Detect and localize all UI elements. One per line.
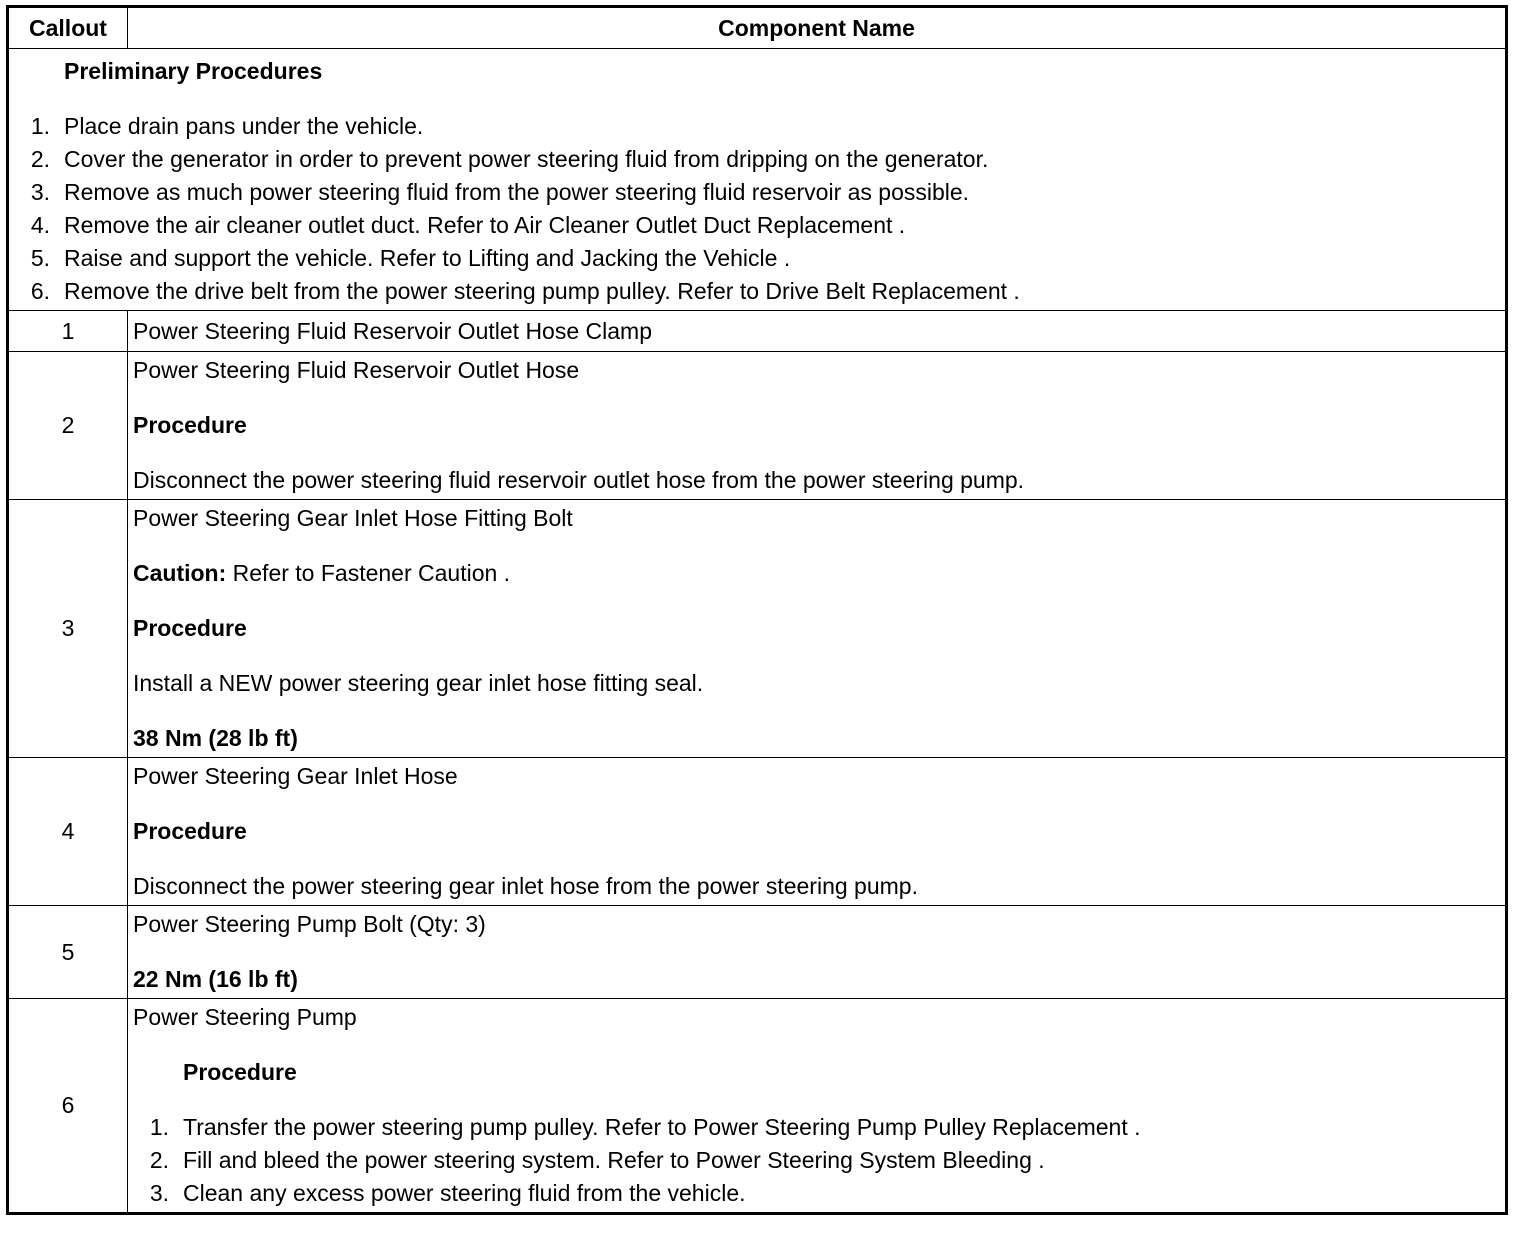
procedure-table [6,5,1508,1215]
callout-number: 4 [8,758,128,906]
component-cell [128,999,1507,1214]
component-name: Power Steering Gear Inlet Hose [133,763,458,789]
table-header-row [8,7,1507,49]
preliminary-procedures [8,49,1507,311]
component-name: Power Steering Fluid Reservoir Outlet Hose Clamp [128,311,1507,352]
list-item: 4. Remove the air cleaner outlet duct. Refer to Air Cleaner Outlet Duct Replacement . [30,212,906,238]
procedure-label: Procedure [133,412,247,438]
caution-label: Caution: [133,560,227,586]
table-row [8,906,1507,999]
table-row [8,758,1507,906]
list-item: 5. Raise and support the vehicle. Refer to Lifting and Jacking the Vehicle . [30,245,791,271]
procedure-label: Procedure [133,818,247,844]
preliminary-steps [9,110,1505,308]
table-row [8,500,1507,758]
callout-column-header: Callout [8,7,128,49]
procedure-steps [133,1111,1505,1210]
component-cell [128,500,1507,758]
component-name: Power Steering Pump Bolt (Qty: 3) [133,911,486,937]
list-item: 1. Transfer the power steering pump pulley. Refer to Power Steering Pump Pulley Replacement . [149,1114,1141,1140]
procedure-label: Procedure [183,1059,297,1085]
component-cell [128,758,1507,906]
component-name: Power Steering Fluid Reservoir Outlet Hose [133,357,580,383]
torque-spec: 22 Nm (16 lb ft) [133,966,298,992]
procedure-text: Disconnect the power steering fluid reservoir outlet hose from the power steering pump. [133,467,1025,493]
list-item: 6. Remove the drive belt from the power steering pump pulley. Refer to Drive Belt Replacement . [30,278,1020,304]
caution-text: Refer to Fastener Caution . [226,560,511,586]
component-cell [128,352,1507,500]
table-row [8,352,1507,500]
caution-note [133,557,1505,590]
callout-number: 6 [8,999,128,1214]
list-item: 2. Fill and bleed the power steering system. Refer to Power Steering System Bleeding . [149,1147,1045,1173]
procedure-label: Procedure [133,615,247,641]
list-item: 2. Cover the generator in order to prevent power steering fluid from dripping on the generator. [30,146,989,172]
component-name-column-header: Component Name [128,7,1507,49]
component-name: Power Steering Gear Inlet Hose Fitting Bolt [133,505,573,531]
table-row [8,311,1507,352]
callout-number: 3 [8,500,128,758]
list-item: 3. Clean any excess power steering fluid from the vehicle. [149,1180,746,1206]
callout-number: 1 [8,311,128,352]
component-name: Power Steering Pump [133,1004,357,1030]
procedure-text: Install a NEW power steering gear inlet hose fitting seal. [133,670,704,696]
preliminary-title: Preliminary Procedures [64,58,323,84]
list-item: 1. Place drain pans under the vehicle. [30,113,424,139]
callout-number: 5 [8,906,128,999]
list-item: 3. Remove as much power steering fluid from the power steering fluid reservoir as possible. [30,179,970,205]
torque-spec: 38 Nm (28 lb ft) [133,725,298,751]
component-cell [128,906,1507,999]
procedure-text: Disconnect the power steering gear inlet hose from the power steering pump. [133,873,918,899]
table-row [8,999,1507,1214]
callout-number: 2 [8,352,128,500]
preliminary-row [8,49,1507,311]
